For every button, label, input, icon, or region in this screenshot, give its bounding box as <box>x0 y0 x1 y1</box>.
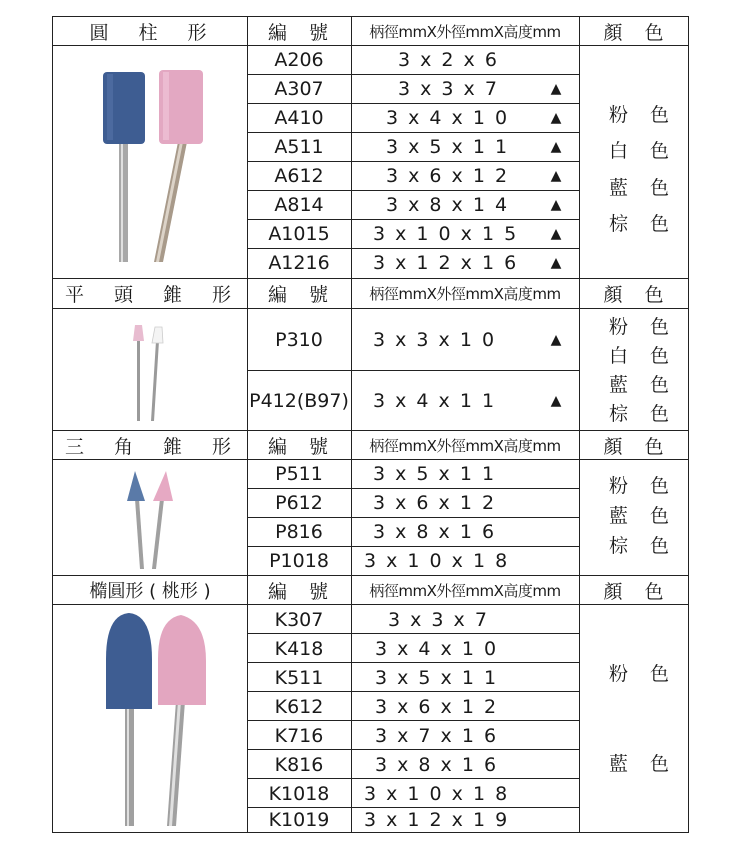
product-code: A612 <box>274 165 324 187</box>
section-title: 平 頭 錐 形 <box>64 284 244 306</box>
blue-grinding-head-icon <box>106 613 152 709</box>
column-header-color: 顏 色 <box>603 21 672 44</box>
section-title: 橢圓形 ( 桃形 ) <box>89 581 211 602</box>
availability-mark-icon: ▲ <box>550 110 562 126</box>
color-option: 藍 色 <box>609 374 678 396</box>
dimensions: 3 x 2 x 6 <box>398 49 499 71</box>
color-option: 藍 色 <box>609 176 678 199</box>
availability-mark-icon: ▲ <box>550 392 562 409</box>
product-code: K1018 <box>268 782 330 805</box>
white-grinding-head-icon <box>152 327 163 343</box>
dimensions: 3 x 4 x 1 0 <box>386 107 510 129</box>
product-code: K612 <box>274 695 324 718</box>
dimensions: 3 x 1 0 x 1 5 <box>373 223 519 245</box>
product-code: A307 <box>274 78 324 100</box>
row-divider <box>247 517 579 518</box>
dimensions: 3 x 5 x 1 1 <box>386 136 510 158</box>
dimensions: 3 x 3 x 7 <box>398 78 499 100</box>
row-divider <box>247 749 579 750</box>
dimensions: 3 x 1 2 x 1 6 <box>373 252 519 274</box>
pink-grinding-head-icon <box>133 325 144 341</box>
row-divider <box>247 546 579 547</box>
column-header-color: 顏 色 <box>603 435 672 458</box>
product-code: A1216 <box>268 252 330 274</box>
column-header-color: 顏 色 <box>603 580 672 603</box>
availability-mark-icon: ▲ <box>550 81 562 97</box>
dimensions: 3 x 3 x 1 0 <box>373 328 497 351</box>
column-divider <box>247 17 248 832</box>
color-option: 棕 色 <box>609 403 678 425</box>
shaft-icon <box>137 339 140 421</box>
row-divider <box>247 778 579 779</box>
product-code: A410 <box>274 107 324 129</box>
pink-grinding-head-icon <box>153 471 173 501</box>
product-code: P816 <box>275 521 323 543</box>
dimensions: 3 x 6 x 1 2 <box>375 695 499 718</box>
dimensions: 3 x 8 x 1 6 <box>373 521 497 543</box>
dimensions: 3 x 7 x 1 6 <box>375 724 499 747</box>
row-divider <box>53 459 689 460</box>
flat-cone-bit-illustration <box>123 317 183 427</box>
column-header-code: 編 號 <box>267 21 337 44</box>
product-code: P511 <box>275 463 323 485</box>
column-header-code: 編 號 <box>267 580 337 603</box>
color-option: 藍 色 <box>609 504 678 527</box>
row-divider <box>247 633 579 634</box>
dimensions: 3 x 5 x 1 1 <box>375 666 499 689</box>
product-code: A1015 <box>268 223 330 245</box>
section-title: 三 角 錐 形 <box>64 435 244 458</box>
dimensions: 3 x 1 2 x 1 9 <box>364 809 510 831</box>
dimensions: 3 x 6 x 1 2 <box>386 165 510 187</box>
row-divider <box>247 370 579 371</box>
product-code: P612 <box>275 492 323 514</box>
row-divider <box>247 488 579 489</box>
product-code: K1019 <box>268 809 330 831</box>
product-code: K716 <box>274 724 324 747</box>
shaft-icon <box>125 701 134 826</box>
row-divider <box>247 132 579 133</box>
column-header-code: 編 號 <box>267 284 337 306</box>
dimensions: 3 x 1 0 x 1 8 <box>364 782 510 805</box>
column-divider <box>351 17 352 832</box>
availability-mark-icon: ▲ <box>550 197 562 213</box>
row-divider <box>247 190 579 191</box>
row-divider <box>247 691 579 692</box>
product-code: P412(B97) <box>249 389 349 412</box>
dimensions: 3 x 6 x 1 2 <box>373 492 497 514</box>
column-divider <box>579 17 580 832</box>
availability-mark-icon <box>533 46 579 74</box>
section-divider <box>53 430 689 431</box>
availability-mark-icon: ▲ <box>550 255 562 271</box>
product-code: K816 <box>274 753 324 776</box>
product-code: K418 <box>274 637 324 660</box>
product-code: A511 <box>274 136 324 158</box>
row-divider <box>247 248 579 249</box>
row-divider <box>247 720 579 721</box>
dimensions: 3 x 3 x 7 <box>388 608 489 631</box>
column-header-color: 顏 色 <box>603 284 672 306</box>
product-code: A814 <box>274 194 324 216</box>
section-divider <box>53 575 689 576</box>
row-divider <box>247 103 579 104</box>
shaft-icon <box>152 499 164 569</box>
section-divider <box>53 278 689 279</box>
dimensions: 3 x 5 x 1 1 <box>373 463 497 485</box>
color-option: 白 色 <box>609 345 678 367</box>
dimensions: 3 x 1 0 x 1 8 <box>364 550 510 572</box>
column-header-spec: 柄徑mmX外徑mmX高度mm <box>369 436 561 455</box>
color-option: 粉 色 <box>609 316 678 338</box>
oval-peach-bit-illustration <box>98 609 223 831</box>
product-code: P310 <box>275 328 323 351</box>
triangle-cone-bit-illustration <box>118 465 198 573</box>
column-header-spec: 柄徑mmX外徑mmX高度mm <box>369 285 561 303</box>
product-spec-table <box>52 16 689 833</box>
dimensions: 3 x 4 x 1 1 <box>373 389 497 412</box>
dimensions: 3 x 8 x 1 4 <box>386 194 510 216</box>
availability-mark-icon: ▲ <box>550 226 562 242</box>
shaft-icon <box>135 499 144 569</box>
row-divider <box>53 604 689 605</box>
row-divider <box>247 74 579 75</box>
color-option: 藍 色 <box>609 752 678 775</box>
product-code: K307 <box>274 608 324 631</box>
row-divider <box>247 807 579 808</box>
column-header-code: 編 號 <box>267 435 337 458</box>
cylinder-bit-illustration <box>83 62 223 267</box>
blue-grinding-head-icon <box>127 471 145 501</box>
product-code: P1018 <box>269 550 329 572</box>
shaft-icon <box>119 142 128 262</box>
column-header-spec: 柄徑mmX外徑mmX高度mm <box>369 581 561 600</box>
color-option: 棕 色 <box>609 534 678 557</box>
availability-mark-icon: ▲ <box>550 168 562 184</box>
color-option: 粉 色 <box>609 474 678 497</box>
availability-mark-icon: ▲ <box>550 331 562 348</box>
availability-mark-icon: ▲ <box>550 139 562 155</box>
row-divider <box>53 308 689 309</box>
color-option: 粉 色 <box>609 103 678 126</box>
color-option: 粉 色 <box>609 662 678 685</box>
section-title: 圓 柱 形 <box>89 21 219 44</box>
dimensions: 3 x 4 x 1 0 <box>375 637 499 660</box>
row-divider <box>247 161 579 162</box>
color-option: 棕 色 <box>609 212 678 235</box>
product-code: A206 <box>274 49 324 71</box>
row-divider <box>247 219 579 220</box>
pink-grinding-head-icon <box>158 615 206 705</box>
shaft-icon <box>151 341 159 421</box>
product-code: K511 <box>274 666 324 689</box>
row-divider <box>53 45 689 46</box>
column-header-spec: 柄徑mmX外徑mmX高度mm <box>369 22 561 41</box>
row-divider <box>247 662 579 663</box>
dimensions: 3 x 8 x 1 6 <box>375 753 499 776</box>
color-option: 白 色 <box>609 139 678 162</box>
